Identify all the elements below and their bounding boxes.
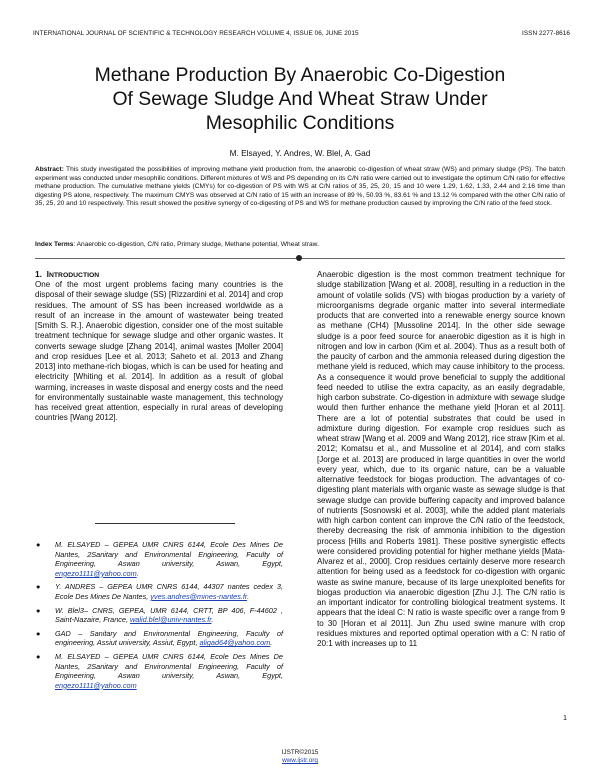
title-line-2: Of Sewage Sludge And Wheat Straw Under: [112, 88, 488, 110]
bullet-icon: ●: [36, 605, 41, 615]
title-line-3: Mesophilic Conditions: [205, 112, 395, 134]
abstract-label: Abstract:: [35, 166, 64, 173]
footnote-email-link[interactable]: aligad64@yahoo.com: [199, 638, 271, 648]
footnote-rule: [95, 523, 235, 524]
title-line-1: Methane Production By Anaerobic Co-Digestion: [94, 64, 506, 86]
paper-title: [30, 63, 570, 135]
footnote-item: [35, 540, 283, 578]
section-first-letter: I: [46, 269, 49, 279]
abstract: [35, 166, 565, 209]
section-numeral: 1.: [35, 269, 42, 279]
section-title-rest: NTRODUCTION: [48, 272, 100, 279]
footnote-item: [35, 652, 283, 690]
footnote-item: [35, 606, 283, 625]
author-footnotes: [35, 540, 283, 694]
index-terms-text: : Anaerobic co-digestion, C/N ratio, Primary sludge, Methane potential, Wheat straw.: [73, 241, 319, 248]
footnote-email-link[interactable]: engezo1111@yahoo.com: [55, 568, 137, 578]
divider-dot: [296, 255, 302, 261]
footnote-tail: .: [211, 615, 214, 625]
bullet-icon: ●: [36, 651, 41, 661]
footnote-item: [35, 629, 283, 648]
footnote-text: M. ELSAYED – GEPEA UMR CNRS 6144, Ecole Des Mines De Nantes, 2Sanitary and Environmental Engineering, Faculty of Engineering, Aswan university, Aswan, Egypt,: [55, 651, 283, 681]
footnote-text: M. ELSAYED – GEPEA UMR CNRS 6144, Ecole Des Mines De Nantes, 2Sanitary and Environmental Engineering, Faculty of Engineering, Aswan university, Aswan, Egypt,: [55, 540, 283, 569]
bullet-icon: ●: [36, 628, 41, 638]
index-terms-label: Index Terms: [35, 241, 74, 248]
section-heading-introduction: [35, 269, 99, 279]
footnote-email-link[interactable]: engezo1111@yahoo.com: [55, 680, 137, 690]
bullet-icon: ●: [36, 540, 41, 549]
footnote-text: W. Blel3– CNRS, GEPEA, UMR 6144, CRTT, BP 406, F-44602 , Saint-Nazaire, France,: [55, 605, 283, 625]
abstract-text: This study investigated the possibilities of improving methane yield production from, the anaerobic co-digestion of wheat straw (WS) and primary sludge (PS). The batch experiment was conducted under mesophilic conditions. Different mixtures of WS and PS depending on its C/N ratio were carried out to investigate the optimum C/N ratio for effective methane production. The cumulative methane yields (CMYs) for co-digestion of PS with WS at C/N ratios of 35, 25, 20, 15 and 10 were 1.29, 1.62, 1.33, 2.44 and 2.16 time than digesting PS alone, respectively. The maximum CMYS was observed at C/N ratio of 15 with an increase of 89 %, 50.93 %, 83.61 % and 13.12 % compared with the other C/N ratio of 35, 25, 20 and 10 respectively. This result showed the positive synergy of co-digesting of PS and WS for methane production caused by improving the C/N ratio of the feed stock.: [35, 166, 565, 207]
bullet-icon: ●: [36, 582, 41, 592]
footnote-text: GAD – Sanitary and Environmental Engineering, Faculty of engineering, Assiut university, Assiut, Egypt,: [55, 628, 283, 648]
footnote-item: [35, 582, 283, 601]
footnote-email-link[interactable]: yves.andres@mines-nantes.fr: [150, 591, 248, 601]
author-list: M. Elsayed, Y. Andres, W. Blel, A. Gad: [229, 148, 371, 158]
right-column-text: Anaerobic digestion is the most common treatment technique for sludge stabilization [Wang et al. 2008], resulting in a reduction in the amount of volatile solids (VS) with biogas production by a variety of microorganisms degrade organic matter into several intermediate products that are converted into a renewable energy source known as methane (CH4) [Mussoline 2014]. In the other side sewage sludge is a poor feed source for anaerobic digestion as it is high in nitrogen and low in carbon (Kim et al. 2004). Thus as a result both of the paucity of carbon and the ammonia released during digestion the methane yield is reduced, which may cause inhibitory to the process. As a consequence it would prove beneficial to supply the additional feed needed to utilise the extra capacity, as an easily degradable, high carbon substrate. Co-digestion in admixture with sewage sludge would then further enhance the methane yield [Horan et al 2011]. There are a lot of potential substrates that could be used in admixture during digestion. For example crop residues such as wheat straw [Wang et al. 2009 and Wang 2012], rice straw [Kim et al. 2012; Komatsu et al., and Mussoline et al 2014], and corn stalks [Jorge et al. 2013] are produced in large quantities in over the world every year, which, due to its organic nature, can be a valuable alternative feedstock for biogas production. The advantages of co-digesting plant materials with organic waste as sewage sludge is that sewage sludge can provide buffering capacity and improved balance of nutrients [Sosnowski et al. 2003], while the added plant materials with high carbon content can improve the C/N ratio of the feedstock, thereby decreasing the risk of ammonia inhibition to the digestion process [Hills and Roberts 1981]. These positive synergistic effects were considered providing potential for higher methane yields [Mata-Alvarez et al., 2000]. Crop residues certainly deserve more research attention for being used as a feedstock for co-digestion with organic waste as swine manure, because of its large unexploited benefits for biogas production via anaerobic digestion [Zhu J.]. The C/N ratio is an important indicator for controlling biological treatment systems. It appears that the ideal C: N ratio is waste specific over a range from 9 to 30 [Horan et al 2011]. Jun Zhu used swine manure with crop residues mixtures and reported optimal operation with a C: N ratio of 20:1 with increases up to 11: [317, 270, 565, 648]
footnote-text: Y. ANDRES – GEPEA UMR CNRS 6144, 44307 nantes cedex 3, Ecole Des Mines De Nantes,: [55, 582, 283, 601]
footnote-tail: .: [247, 591, 250, 601]
index-terms: [35, 241, 565, 248]
left-column-text: One of the most urgent problems facing many countries is the disposal of their sewage sludge (SS) [Rizzardini et al. 2014] and crop residues. The amount of SS has been increased worldwide as a result of an increase in the amount of wastewater being treated [Smith S. R.]. Anaerobic digestion, consider one of the most suitable treatment technique for sewage sludge and other organic wastes. It converts sewage sludge [Zhang 2014], animal wastes [Moller 2004] and crop residues [Lee et al. 2013; Saheto et al. 2013 and Zhang 2013] into methane-rich biogas, which is can be used for heating and electricity [Whiting et al. 2014]. In addition as a result of global warming, increases in waste disposal and energy costs and the need for environmentally sustainable waste management, this technology has received great attention, especially in rural areas of developing countries [Wang 2012].: [35, 280, 283, 423]
footnote-email-link[interactable]: walid.blel@univ-nantes.fr: [130, 615, 212, 625]
issn: ISSN 2277-8616: [522, 30, 570, 37]
footer-url-link[interactable]: www.ijstr.org: [282, 757, 318, 764]
footer-url[interactable]: [0, 757, 600, 764]
footnote-tail: .: [270, 638, 273, 648]
footnote-tail: .: [136, 568, 139, 578]
page-number: 1: [563, 713, 567, 722]
journal-header: INTERNATIONAL JOURNAL OF SCIENTIFIC & TECHNOLOGY RESEARCH VOLUME 4, ISSUE 06, JUNE 2015: [33, 30, 359, 37]
footer-code: IJSTR©2015: [281, 749, 319, 756]
